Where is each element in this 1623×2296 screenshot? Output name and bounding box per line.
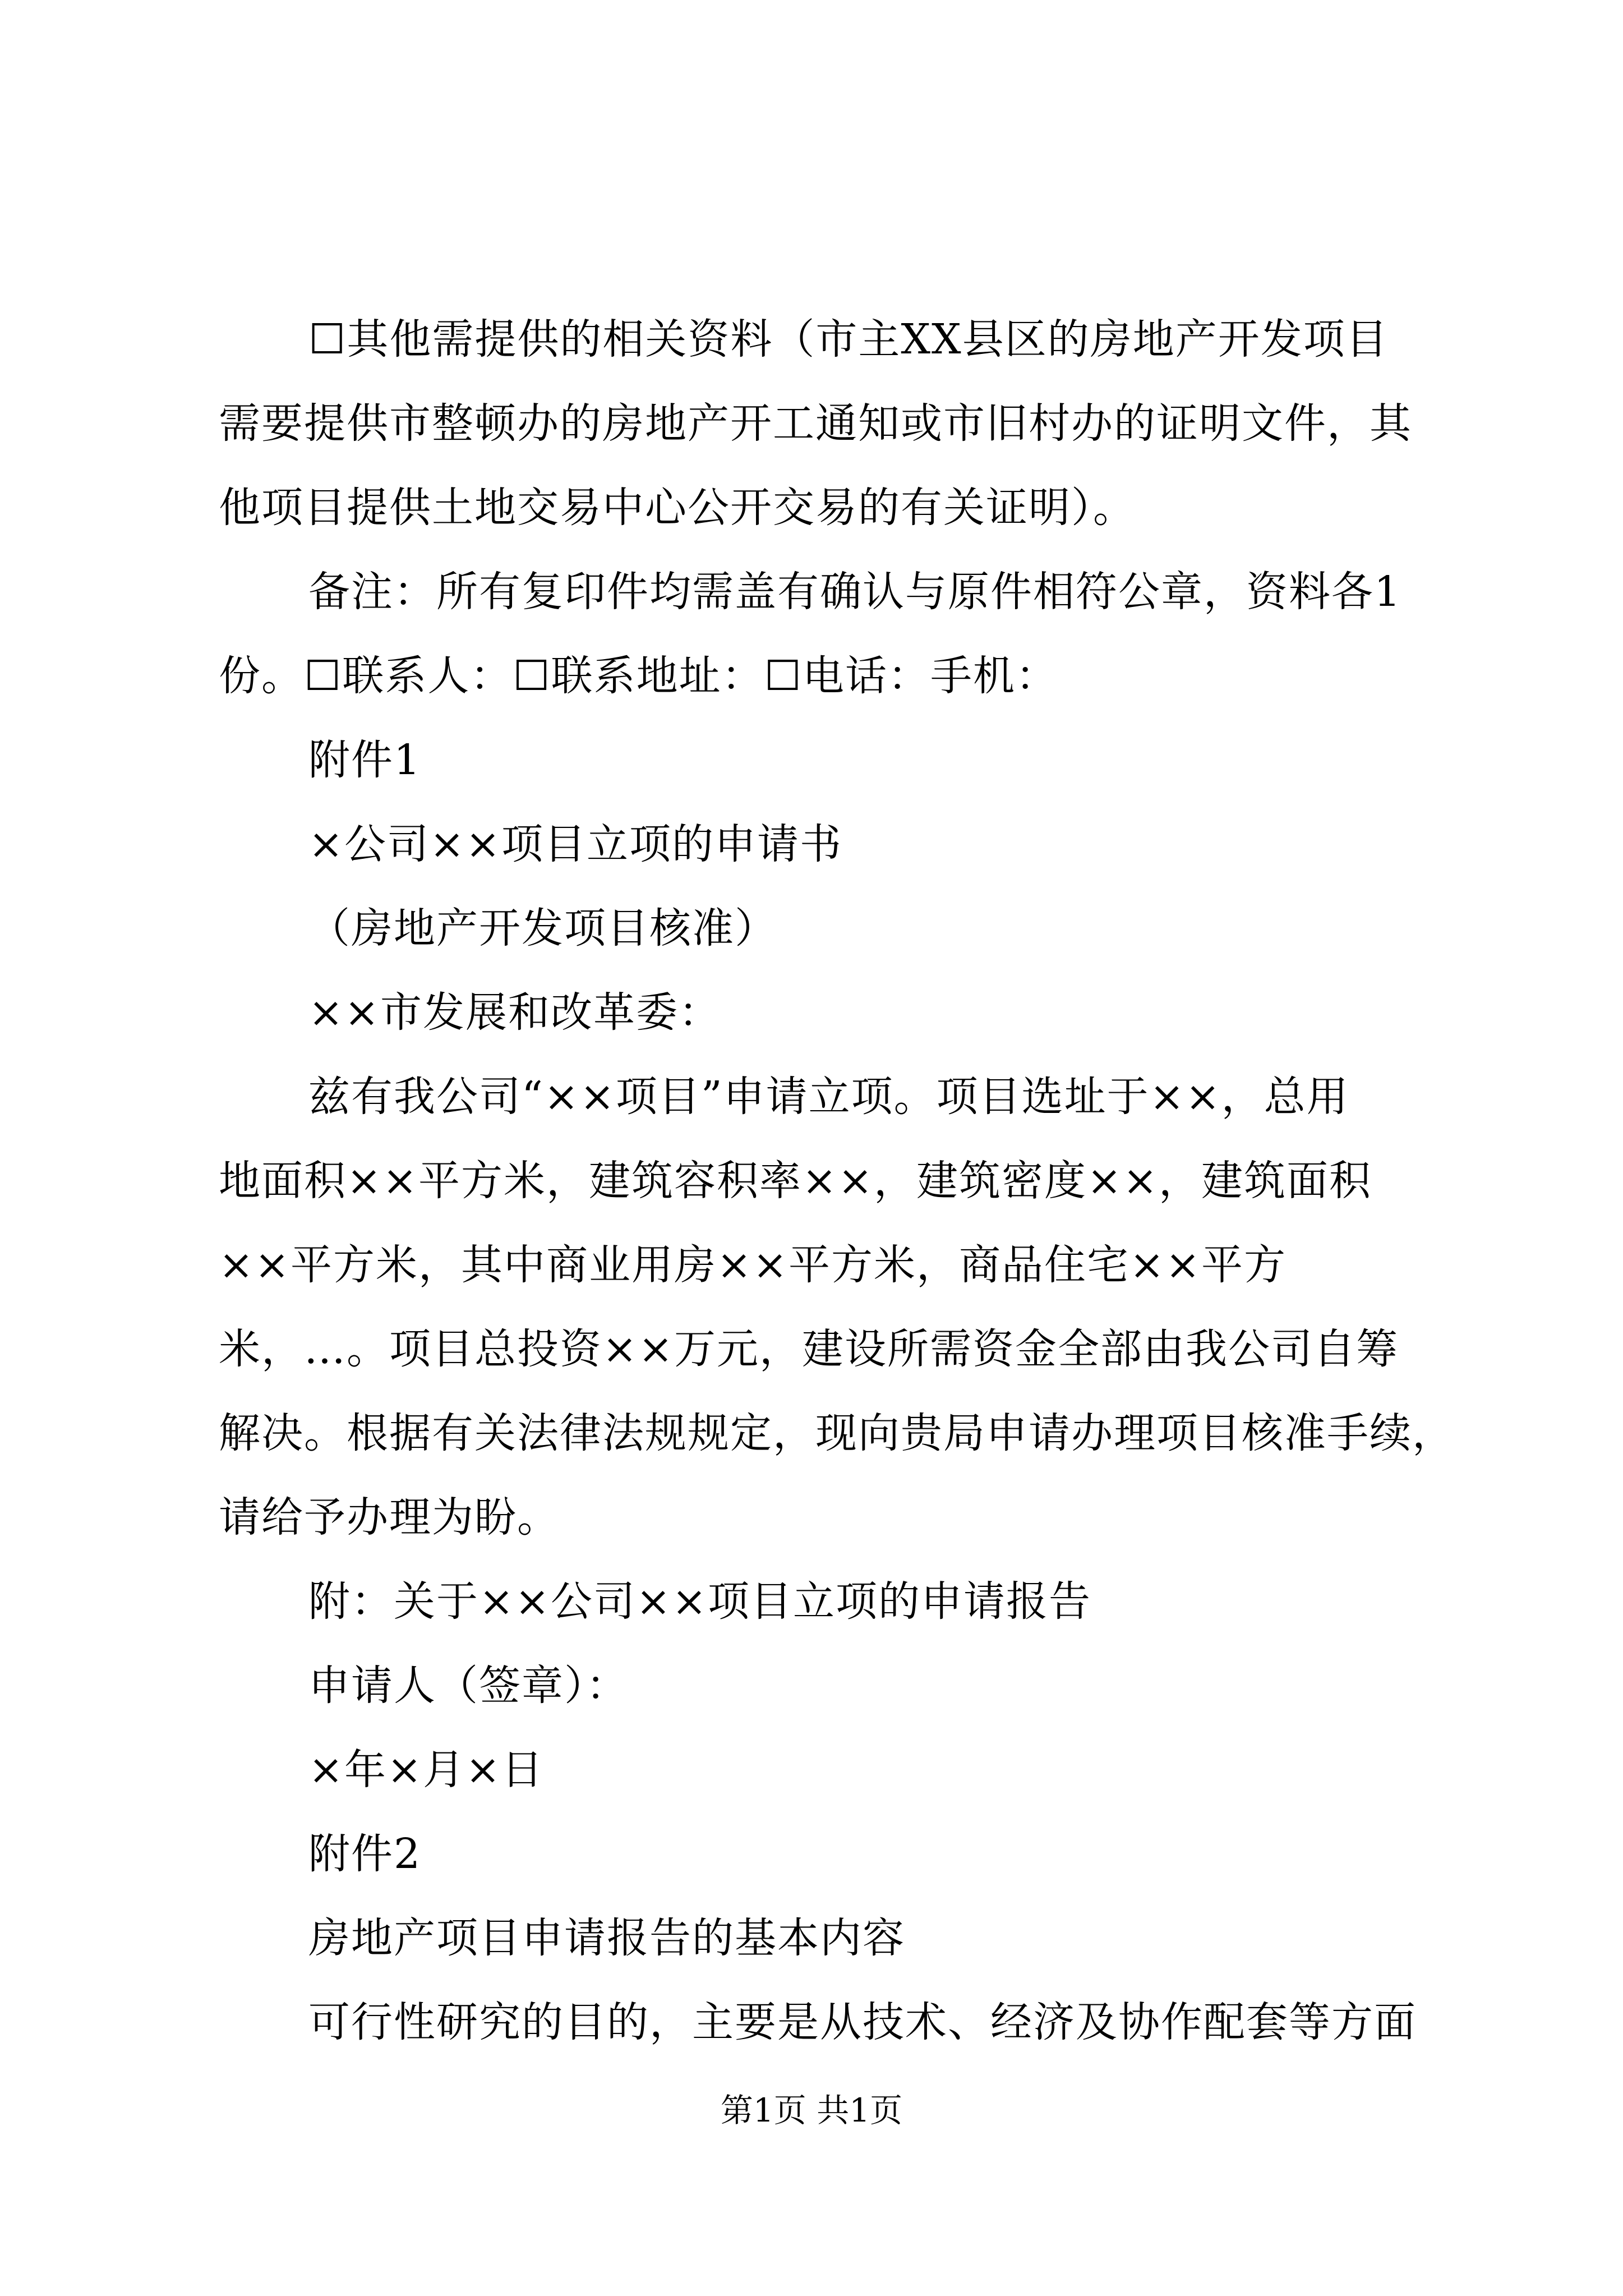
text-line: 申请人（签章）： [308,1662,629,1710]
page-number-label: 第1页 共1页 [720,2091,903,2129]
text-line: 附件2 [308,1830,422,1878]
text-line: 他项目提供土地交易中心公开交易的有关证明）。 [219,484,1136,532]
page-footer [0,2088,1623,2133]
text-line: 可行性研究的目的，主要是从技术、经济及协作配套等方面 [308,1998,1417,2046]
text-line: 兹有我公司“××项目”申请立项。项目选址于××，总用 [308,1073,1349,1121]
paragraph [219,718,1424,802]
text-line: 份。☐联系人：☐联系地址：☐电话：手机： [219,652,1059,700]
document-body [219,297,1455,2064]
text-line: ×公司××项目立项的申请书 [308,820,843,868]
text-line: （房地产开发项目核准） [308,904,777,953]
text-line: ××平方米，其中商业用房××平方米，商品住宅××平方 [219,1241,1287,1289]
text-line: 附件1 [308,736,422,784]
text-line: ××市发展和改革委： [308,988,722,1037]
paragraph [219,297,1424,550]
text-line: 房地产项目申请报告的基本内容 [308,1914,905,1962]
text-line: 附：关于××公司××项目立项的申请报告 [308,1577,1092,1626]
paragraph [219,1559,1424,1644]
text-line: 解决。根据有关法律法规规定，现向贵局申请办理项目核准手续， [219,1409,1455,1457]
text-line: ☐其他需提供的相关资料（市主XX县区的房地产开发项目 [308,315,1389,364]
paragraph [219,802,1424,886]
paragraph [219,1728,1424,1812]
paragraph [219,1896,1424,1980]
text-line: 备注：所有复印件均需盖有确认与原件相符公章，资料各1 [308,568,1402,616]
text-line: 米，…。项目总投资××万元，建设所需资金全部由我公司自筹 [219,1325,1399,1373]
text-line: 需要提供市整顿办的房地产开工通知或市旧村办的证明文件，其 [219,399,1412,448]
text-line: 地面积××平方米，建筑容积率××，建筑密度××，建筑面积 [219,1157,1372,1205]
paragraph [219,886,1424,970]
text-line: 请给予办理为盼。 [219,1493,560,1542]
text-line: ×年×月×日 [308,1746,545,1794]
paragraph [219,1644,1424,1728]
paragraph [219,1812,1424,1896]
paragraph [219,970,1424,1055]
paragraph [219,1055,1455,1559]
paragraph [219,1980,1424,2064]
paragraph [219,550,1424,718]
